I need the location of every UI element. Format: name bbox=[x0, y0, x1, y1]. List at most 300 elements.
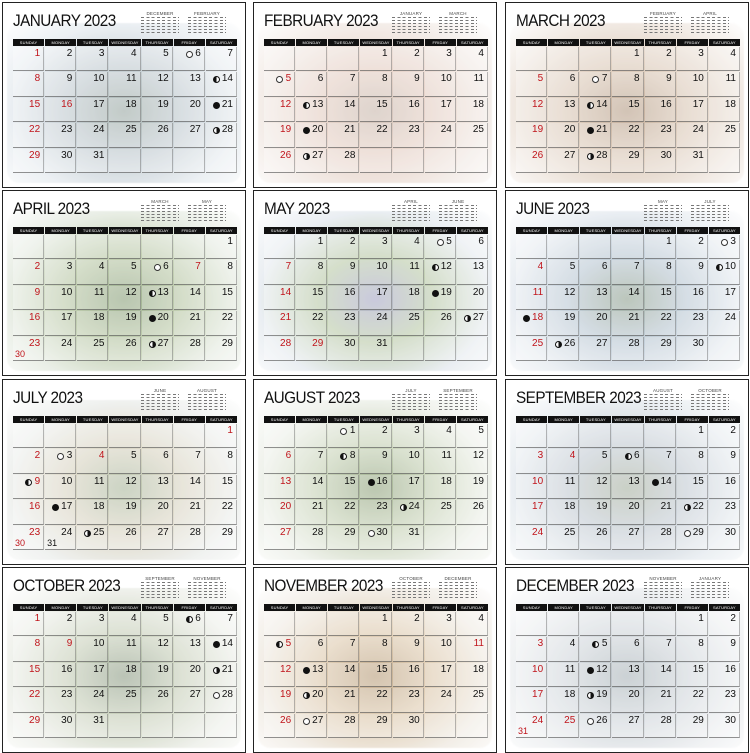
mini-calendar-name: MARCH bbox=[151, 199, 169, 204]
date-number: 24 bbox=[376, 312, 388, 324]
weekday-label: MONDAY bbox=[548, 227, 579, 234]
date-number: 20 bbox=[628, 689, 640, 701]
date-number: 23 bbox=[692, 312, 704, 324]
weekday-label: MONDAY bbox=[45, 227, 76, 234]
weekday-label: SUNDAY bbox=[264, 39, 295, 46]
weekday-label: SUNDAY bbox=[264, 416, 295, 423]
date-cell bbox=[360, 260, 391, 284]
date-cell bbox=[425, 235, 456, 259]
date-number: 2 bbox=[349, 236, 356, 247]
weekday-label: THURSDAY bbox=[142, 39, 173, 46]
date-cell bbox=[457, 72, 488, 96]
date-number: 13 bbox=[157, 286, 169, 298]
date-number: 31 bbox=[376, 337, 388, 349]
mini-calendar-dates bbox=[644, 17, 682, 34]
month-title: JANUARY 2023 bbox=[13, 11, 116, 30]
date-grid bbox=[516, 612, 740, 738]
date-cell bbox=[709, 98, 740, 122]
mini-calendar-name: APRIL bbox=[702, 11, 717, 16]
date-number: 8 bbox=[227, 261, 233, 273]
moon-phase-icon bbox=[303, 102, 310, 109]
date-cell bbox=[580, 123, 611, 147]
date-cell bbox=[393, 663, 424, 687]
date-cell bbox=[296, 47, 327, 71]
date-cell bbox=[13, 98, 44, 122]
date-cell bbox=[612, 500, 643, 524]
date-cell bbox=[645, 612, 676, 636]
date-cell bbox=[45, 526, 76, 550]
date-cell bbox=[77, 235, 108, 259]
moon-phase-icon bbox=[432, 264, 439, 271]
date-number: 11 bbox=[126, 73, 137, 85]
date-cell bbox=[13, 688, 44, 712]
date-cell bbox=[109, 424, 140, 448]
date-number: 27 bbox=[157, 337, 169, 349]
date-number: 20 bbox=[628, 501, 640, 513]
date-cell bbox=[548, 637, 579, 661]
weekday-label: TUESDAY bbox=[77, 416, 108, 423]
date-number: 30 bbox=[376, 526, 388, 538]
date-cell bbox=[393, 311, 424, 335]
mini-calendar-name: FEBRUARY bbox=[649, 11, 677, 16]
mini-calendar-dates bbox=[188, 17, 226, 34]
date-number: 14 bbox=[660, 663, 672, 675]
date-cell bbox=[457, 235, 488, 259]
date-number: 19 bbox=[125, 501, 137, 513]
date-cell bbox=[264, 260, 295, 284]
date-cell bbox=[393, 337, 424, 361]
date-cell bbox=[548, 663, 579, 687]
date-cell bbox=[296, 235, 327, 259]
date-number: 12 bbox=[440, 261, 452, 273]
date-cell bbox=[142, 311, 173, 335]
date-number: 11 bbox=[725, 73, 736, 85]
date-cell bbox=[264, 424, 295, 448]
date-number: 29 bbox=[376, 714, 388, 726]
date-cell bbox=[677, 612, 708, 636]
date-number: 31 bbox=[93, 714, 105, 726]
date-number: 15 bbox=[692, 475, 704, 487]
date-number: 9 bbox=[414, 73, 420, 85]
date-cell bbox=[45, 612, 76, 636]
date-cell bbox=[45, 123, 76, 147]
weekday-label: FRIDAY bbox=[677, 416, 708, 423]
date-number: 8 bbox=[382, 638, 388, 650]
mini-calendar-prev bbox=[392, 388, 430, 412]
date-cell bbox=[13, 149, 44, 173]
date-number: 6 bbox=[163, 450, 169, 462]
moon-phase-icon bbox=[721, 239, 728, 246]
weekday-header bbox=[13, 39, 237, 46]
date-cell bbox=[709, 663, 740, 687]
date-cell bbox=[393, 500, 424, 524]
month-title: OCTOBER 2023 bbox=[13, 576, 121, 595]
date-number: 1 bbox=[34, 613, 41, 624]
moon-phase-icon bbox=[432, 290, 439, 297]
date-cell bbox=[580, 337, 611, 361]
date-number: 4 bbox=[98, 450, 105, 462]
date-cell bbox=[77, 500, 108, 524]
date-number: 28 bbox=[312, 526, 324, 538]
date-cell bbox=[425, 714, 456, 738]
date-cell bbox=[677, 98, 708, 122]
date-number: 19 bbox=[280, 689, 292, 701]
date-cell bbox=[360, 98, 391, 122]
date-cell bbox=[206, 526, 237, 550]
date-number: 30 bbox=[61, 714, 73, 726]
date-number: 20 bbox=[312, 689, 324, 701]
date-number: 5 bbox=[446, 236, 452, 247]
date-number: 10 bbox=[61, 286, 73, 298]
date-number: 31 bbox=[518, 725, 529, 736]
date-cell bbox=[45, 98, 76, 122]
date-cell bbox=[457, 311, 488, 335]
weekday-label: FRIDAY bbox=[174, 604, 205, 611]
date-number: 24 bbox=[440, 124, 452, 136]
date-cell bbox=[328, 286, 359, 310]
date-cell bbox=[174, 475, 205, 499]
date-number: 30 bbox=[408, 714, 420, 726]
weekday-label: MONDAY bbox=[45, 604, 76, 611]
date-cell bbox=[548, 449, 579, 473]
date-cell bbox=[77, 475, 108, 499]
weekday-label: WEDNESDAY bbox=[614, 228, 642, 233]
mini-calendar-name: AUGUST bbox=[197, 388, 217, 393]
date-cell bbox=[548, 714, 579, 738]
date-number: 29 bbox=[660, 337, 672, 349]
weekday-label: SUNDAY bbox=[13, 416, 44, 423]
weekday-label: FRIDAY bbox=[677, 227, 708, 234]
date-cell bbox=[109, 72, 140, 96]
date-cell bbox=[142, 500, 173, 524]
date-cell bbox=[13, 475, 44, 499]
date-number: 20 bbox=[280, 501, 292, 513]
date-cell bbox=[548, 612, 579, 636]
date-cell bbox=[580, 500, 611, 524]
date-cell bbox=[516, 612, 547, 636]
date-number: 2 bbox=[414, 48, 420, 59]
date-number: 2 bbox=[34, 261, 41, 273]
date-cell bbox=[206, 424, 237, 448]
date-cell bbox=[709, 337, 740, 361]
date-number: 7 bbox=[317, 450, 324, 462]
date-number: 17 bbox=[532, 689, 544, 701]
date-number: 9 bbox=[730, 638, 736, 650]
date-number: 13 bbox=[628, 663, 640, 675]
moon-phase-icon bbox=[303, 127, 310, 134]
date-cell bbox=[677, 663, 708, 687]
date-cell bbox=[709, 149, 740, 173]
month-title: MARCH 2023 bbox=[516, 11, 605, 30]
date-number: 8 bbox=[634, 73, 640, 85]
date-cell bbox=[206, 149, 237, 173]
date-number: 20 bbox=[472, 286, 484, 298]
date-cell bbox=[393, 714, 424, 738]
date-number: 14 bbox=[280, 286, 292, 298]
mini-calendar-name: SEPTEMBER bbox=[443, 388, 473, 393]
date-cell bbox=[328, 235, 359, 259]
date-number: 28 bbox=[221, 689, 233, 701]
date-number: 16 bbox=[692, 286, 704, 298]
mini-calendar-dates bbox=[392, 17, 430, 34]
weekday-label: SATURDAY bbox=[206, 39, 237, 46]
date-number: 3 bbox=[98, 48, 105, 59]
weekday-label: MONDAY bbox=[296, 39, 327, 46]
date-cell bbox=[109, 98, 140, 122]
date-number: 6 bbox=[285, 450, 292, 462]
date-cell bbox=[328, 449, 359, 473]
weekday-label: THURSDAY bbox=[393, 39, 424, 46]
date-cell bbox=[142, 337, 173, 361]
date-number: 7 bbox=[195, 450, 201, 462]
date-number: 22 bbox=[312, 312, 324, 324]
mini-calendar-dates bbox=[644, 394, 682, 411]
moon-phase-icon bbox=[149, 290, 156, 297]
date-number: 22 bbox=[221, 501, 233, 513]
weekday-label: SATURDAY bbox=[709, 227, 740, 234]
date-number: 1 bbox=[317, 236, 324, 247]
date-cell bbox=[425, 424, 456, 448]
date-number: 7 bbox=[349, 638, 356, 650]
date-number: 11 bbox=[126, 638, 137, 650]
date-number: 7 bbox=[227, 613, 233, 624]
date-cell bbox=[13, 663, 44, 687]
date-number: 20 bbox=[564, 124, 576, 136]
date-number: 20 bbox=[312, 124, 324, 136]
date-cell bbox=[296, 286, 327, 310]
date-cell bbox=[457, 260, 488, 284]
date-cell bbox=[393, 688, 424, 712]
date-number: 24 bbox=[532, 714, 544, 726]
weekday-label: SUNDAY bbox=[264, 604, 295, 611]
weekday-label: WEDNESDAY bbox=[362, 605, 390, 610]
date-cell bbox=[296, 337, 327, 361]
date-number: 24 bbox=[93, 124, 105, 136]
date-number: 2 bbox=[730, 425, 736, 436]
date-cell bbox=[612, 449, 643, 473]
date-number: 11 bbox=[441, 450, 452, 462]
date-number: 5 bbox=[285, 73, 292, 85]
date-number: 12 bbox=[125, 475, 137, 487]
weekday-header bbox=[516, 604, 740, 611]
weekday-label: TUESDAY bbox=[328, 416, 359, 423]
date-number: 13 bbox=[312, 663, 324, 675]
date-number: 11 bbox=[564, 475, 576, 487]
date-cell bbox=[13, 449, 44, 473]
date-number: 18 bbox=[472, 98, 484, 110]
date-cell bbox=[709, 235, 740, 259]
date-number: 9 bbox=[66, 638, 73, 650]
date-cell bbox=[264, 311, 295, 335]
date-cell bbox=[677, 526, 708, 550]
weekday-label: MONDAY bbox=[296, 604, 327, 611]
date-number: 19 bbox=[596, 689, 608, 701]
date-number: 29 bbox=[312, 337, 324, 349]
date-cell bbox=[206, 612, 237, 636]
date-cell bbox=[328, 714, 359, 738]
date-cell bbox=[580, 688, 611, 712]
date-cell bbox=[457, 424, 488, 448]
date-cell bbox=[77, 311, 108, 335]
date-number: 9 bbox=[698, 261, 704, 273]
mini-calendar-next bbox=[439, 11, 477, 35]
date-number: 14 bbox=[344, 663, 356, 675]
date-cell bbox=[264, 98, 295, 122]
date-cell bbox=[457, 612, 488, 636]
date-cell bbox=[174, 235, 205, 259]
weekday-label: SUNDAY bbox=[516, 39, 547, 46]
date-number: 16 bbox=[724, 663, 736, 675]
mini-calendar-dates bbox=[141, 394, 179, 411]
date-number: 26 bbox=[532, 149, 544, 161]
date-number: 1 bbox=[698, 425, 704, 436]
date-cell bbox=[264, 526, 295, 550]
mini-calendar-name: JANUARY bbox=[399, 11, 423, 16]
date-cell bbox=[425, 475, 456, 499]
mini-calendar-prev bbox=[141, 576, 179, 600]
date-cell bbox=[645, 500, 676, 524]
weekday-label: TUESDAY bbox=[77, 39, 108, 46]
moon-phase-icon bbox=[587, 102, 594, 109]
date-number: 9 bbox=[34, 286, 41, 298]
mini-calendar-dates bbox=[439, 582, 477, 599]
mini-calendar-next bbox=[188, 576, 226, 600]
date-number: 5 bbox=[537, 73, 544, 85]
mini-calendar-dates bbox=[188, 205, 226, 222]
date-number: 8 bbox=[698, 450, 704, 462]
date-number: 1 bbox=[349, 425, 356, 436]
month-title: FEBRUARY 2023 bbox=[264, 11, 379, 30]
date-number: 30 bbox=[660, 149, 672, 161]
mini-calendar-name: JANUARY bbox=[698, 576, 722, 581]
date-cell bbox=[709, 260, 740, 284]
date-cell bbox=[425, 149, 456, 173]
date-number: 22 bbox=[29, 124, 41, 136]
moon-phase-icon bbox=[592, 76, 599, 83]
date-number: 26 bbox=[157, 124, 169, 136]
month-title: MAY 2023 bbox=[264, 199, 330, 218]
date-number: 23 bbox=[376, 501, 388, 513]
date-number: 3 bbox=[730, 236, 736, 247]
date-number: 1 bbox=[666, 236, 672, 247]
date-cell bbox=[174, 612, 205, 636]
mini-calendar-name: MAY bbox=[201, 199, 213, 204]
weekday-label: WEDNESDAY bbox=[362, 40, 390, 45]
date-number: 24 bbox=[408, 501, 420, 513]
date-cell bbox=[548, 424, 579, 448]
date-cell bbox=[677, 123, 708, 147]
date-number: 30 bbox=[692, 337, 704, 349]
date-number: 5 bbox=[163, 613, 169, 624]
date-number: 11 bbox=[473, 73, 484, 85]
date-cell bbox=[645, 475, 676, 499]
date-number: 14 bbox=[312, 475, 324, 487]
date-number: 18 bbox=[472, 663, 484, 675]
date-cell bbox=[580, 47, 611, 71]
date-number: 26 bbox=[596, 526, 608, 538]
date-number: 6 bbox=[195, 48, 201, 59]
date-cell bbox=[645, 98, 676, 122]
date-cell bbox=[45, 337, 76, 361]
date-cell bbox=[45, 663, 76, 687]
mini-calendar-prev bbox=[644, 11, 682, 35]
date-number: 17 bbox=[692, 98, 704, 110]
moon-phase-icon bbox=[400, 504, 407, 511]
date-cell bbox=[206, 311, 237, 335]
date-number: 28 bbox=[660, 526, 672, 538]
date-number: 10 bbox=[93, 73, 105, 85]
date-cell bbox=[206, 286, 237, 310]
date-cell bbox=[677, 688, 708, 712]
weekday-label: MONDAY bbox=[548, 39, 579, 46]
moon-phase-icon bbox=[52, 504, 59, 511]
date-cell bbox=[45, 637, 76, 661]
date-number: 2 bbox=[666, 48, 672, 59]
date-number: 18 bbox=[532, 312, 544, 324]
weekday-label: WEDNESDAY bbox=[111, 40, 139, 45]
date-cell bbox=[645, 235, 676, 259]
date-number: 26 bbox=[125, 526, 137, 538]
date-number: 3 bbox=[446, 613, 452, 624]
weekday-label: SATURDAY bbox=[709, 416, 740, 423]
month-panel bbox=[2, 190, 246, 376]
date-cell bbox=[13, 72, 44, 96]
date-cell bbox=[425, 449, 456, 473]
date-number: 12 bbox=[596, 475, 608, 487]
date-number: 21 bbox=[660, 689, 672, 701]
mini-calendar-dates bbox=[691, 17, 729, 34]
date-number: 25 bbox=[93, 526, 105, 538]
date-cell bbox=[425, 612, 456, 636]
weekday-label: THURSDAY bbox=[142, 604, 173, 611]
date-cell bbox=[142, 98, 173, 122]
date-number: 14 bbox=[344, 98, 356, 110]
mini-calendar-prev bbox=[141, 11, 179, 35]
weekday-header bbox=[13, 604, 237, 611]
moon-phase-icon bbox=[213, 76, 220, 83]
mini-calendar-dates bbox=[691, 582, 729, 599]
date-cell bbox=[296, 500, 327, 524]
moon-phase-icon bbox=[437, 239, 444, 246]
date-number: 12 bbox=[472, 450, 484, 462]
date-number: 11 bbox=[94, 475, 105, 487]
weekday-label: SATURDAY bbox=[206, 227, 237, 234]
date-number: 19 bbox=[472, 475, 484, 487]
date-cell bbox=[645, 663, 676, 687]
date-number: 21 bbox=[596, 124, 608, 136]
date-cell bbox=[328, 72, 359, 96]
date-cell bbox=[142, 475, 173, 499]
date-number: 4 bbox=[478, 613, 484, 624]
weekday-header bbox=[264, 416, 488, 423]
date-number: 21 bbox=[312, 501, 324, 513]
date-number: 28 bbox=[628, 337, 640, 349]
date-number: 10 bbox=[440, 638, 452, 650]
weekday-label: TUESDAY bbox=[580, 227, 611, 234]
date-cell bbox=[580, 72, 611, 96]
weekday-label: SUNDAY bbox=[13, 39, 44, 46]
date-cell bbox=[612, 123, 643, 147]
date-number: 3 bbox=[382, 236, 388, 247]
date-cell bbox=[13, 714, 44, 738]
date-cell bbox=[77, 688, 108, 712]
date-cell bbox=[393, 637, 424, 661]
date-number: 7 bbox=[227, 48, 233, 59]
date-number: 10 bbox=[532, 663, 544, 675]
date-number: 3 bbox=[98, 613, 105, 624]
date-cell bbox=[360, 449, 391, 473]
date-cell bbox=[645, 47, 676, 71]
